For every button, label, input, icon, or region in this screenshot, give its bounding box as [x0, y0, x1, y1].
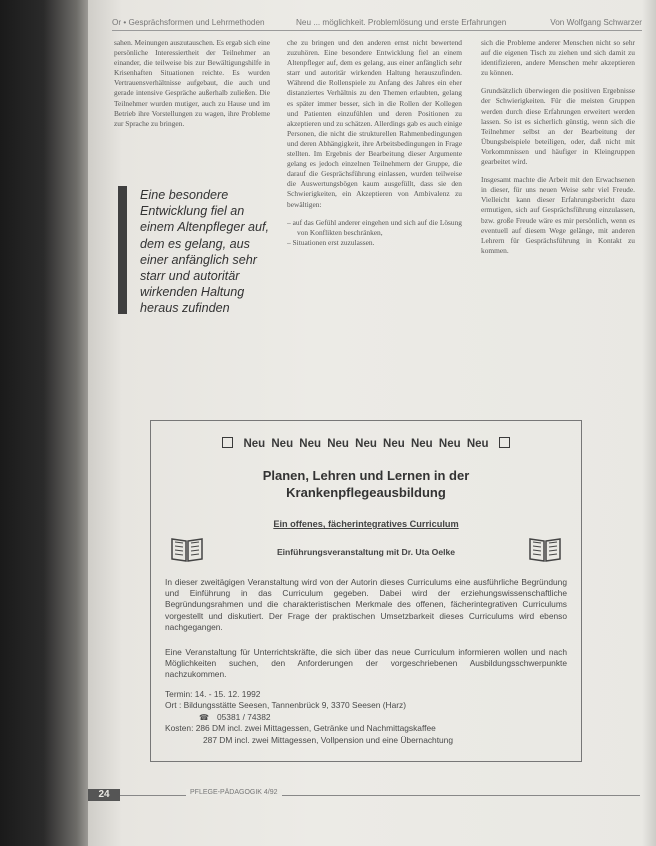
ad-title-line-1: Planen, Lehren und Lernen in der: [262, 468, 470, 483]
ad-event-title: Einführungsveranstaltung mit Dr. Uta Oelke: [276, 547, 456, 557]
open-book-icon: [527, 533, 563, 563]
page-edge: [642, 0, 656, 846]
header-left: Or • Gesprächsformen und Lehrmethoden: [112, 18, 265, 27]
neu-banner: [151, 437, 581, 450]
ad-cost-2: 287 DM incl. zwei Mittagessen, Vollpension und eine Übernachtung: [203, 734, 454, 745]
header-middle: Neu ... möglichkeit. Problemlösung und erste Erfahrungen: [296, 18, 507, 27]
ad-title: [151, 467, 581, 501]
column3-paragraph: Insgesamt machte die Arbeit mit den Erwachsenen in dieser, für uns neuen Weise sehr viel Freude. Vielleicht kann dieser Erfahrungsbericht dazu ermutigen, sich auf Gesprächsführung einzulassen, bzw. große Freude wäre es mir persönlich, wenn es eventuell auf diesem Wege gelänge, mit anderen Lehrern für Gesprächsführung in Kontakt zu kommen.: [481, 175, 635, 255]
column3-paragraph: sich die Probleme anderer Menschen nicht so sehr auf die eigenen Tisch zu ziehen und sich damit zu identifizieren, andere Menschen mehr akzeptieren zu können.: [481, 38, 635, 78]
ad-phone-row: [165, 712, 567, 723]
column2-dash-item: – auf das Gefühl anderer eingehen und sich auf die Lösung von Konflikten beschränken,: [287, 217, 462, 237]
ad-title-line-2: Krankenpflegeausbildung: [286, 485, 446, 500]
ad-location: Ort : Bildungsstätte Seesen, Tannenbrück 9, 3370 Seesen (Harz): [165, 700, 406, 711]
open-book-icon: [169, 533, 205, 563]
text-column-1: [114, 38, 270, 158]
page-number: 24: [88, 789, 120, 801]
ad-phone: 05381 / 74382: [216, 711, 271, 722]
ad-audience: Eine Veranstaltung für Unterrichtskräfte, die sich über das neue Curriculum informieren wollen und nach Möglichkeiten suchen, den Anforderungen der vorgeschriebenen Ausbildungsschwerpunkte nachzukommen.: [165, 647, 567, 680]
ad-details: [165, 689, 567, 746]
column2-dash-item: – Situationen erst zuzulassen.: [287, 237, 375, 247]
ad-date: Termin: 14. - 15. 12. 1992: [165, 689, 261, 699]
footer-journal: PFLEGE-PÄDAGOGIK 4/92: [186, 789, 282, 796]
column2-paragraph: che zu bringen und den anderen ernst nicht bewertend zuzuhören. Eine besondere Entwicklung fiel an einem Altenpfleger auf, dem es gelang, aus einer anfänglich sehr starr und autoritär wirkenden Haltung herauszufinden. Während die Rollenspiele zu Anfang des Jahres ein eher distanziertes Verhältnis zu den Themen erlaubten, gelang es später immer besser, sich in die Rollen der Kollegen und Patienten einzufühlen und deren Positionen zu akzeptieren und zu schätzen. Allerdings gab es auch einige Personen, die nicht die strukturellen Rahmenbedingungen und deren Abhängigkeit, ihre Arbeitsbedingungen in Frage stellten. Im Ergebnis der Bearbeitung dieser Argumente gelang es jedoch einzelnen Teilnehmern der Gruppe, die darauf die Gesprächsführung einlassen, wurden teilweise die Auswertungsbögen kaum ausgefüllt, dass sie den Schwierigkeiten, ein Akzeptieren von Ambivalenz zu bewältigen:: [287, 38, 462, 209]
ad-subtitle: Ein offenes, fächerintegratives Curriculum: [273, 519, 459, 529]
column3-paragraph: Grundsätzlich überwiegen die positiven Ergebnisse der Schwierigkeiten. Für die meisten Gruppen werden durch diese Erfahrungen erweitert werden lassen. So ist es sicherlich günstig, wenn sich die Teilnehmer selbst an der Bearbeitung der Übungsbeispiele beteiligen, oder, daß nicht mit Vorkommnissen und häufiger in Kleingruppen gearbeitet wird.: [481, 86, 635, 167]
column1-paragraph: sahen. Meinungen auszutauschen. Es ergab sich eine persönliche Interessiertheit der Teilnehmer an einander, die teilweise bis zur Bewältigungshilfe in Krisenhaften Situationen reichte. Es wurden Vertrauensverhältnisse aufgebaut, die auch und gerade intensive Gespräche außerhalb zuließen. Die Teilnehmer wurden mutiger, auch zu Hause und im Betrieb ihre Vorstellungen zu wagen, ihre Probleme zur Sprache zu bringen.: [114, 38, 270, 128]
ad-description: In dieser zweitägigen Veranstaltung wird von der Autorin dieses Curriculums eine ausführliche Begründung und Einführung in das Curriculum gegeben. Dabei wird der erziehungswissenschaftliche Begründungsrahmen und die charakteristischen Merkmale des offenen, fächerintegrativen Curriculums vorgestellt und diskutiert. Der Frage der praktischen Umsetzbarkeit dieses Curriculums wird ebenso nachgegangen.: [165, 577, 567, 632]
pull-quote-bar: [118, 186, 127, 314]
header-rule: [112, 30, 642, 31]
ad-cost-1: Kosten: 286 DM incl. zwei Mittagessen, Getränke und Nachmittagskaffee: [165, 723, 436, 734]
square-icon: [222, 437, 233, 448]
pull-quote: Eine besondere Entwicklung fiel an einem Altenpfleger auf, dem es gelang, aus einer anfänglich sehr starr und autoritär wirkenden Haltung heraus zufinden: [140, 188, 270, 316]
neu-text: Neu Neu Neu Neu Neu Neu Neu Neu Neu: [243, 438, 489, 450]
text-column-3: [481, 38, 635, 320]
binding-shadow: [0, 0, 96, 846]
telephone-icon: ☎: [199, 712, 209, 722]
advertisement-box: [150, 420, 582, 762]
square-icon: [499, 437, 510, 448]
header-right: Von Wolfgang Schwarzer: [550, 18, 642, 27]
text-column-2: [287, 38, 462, 328]
